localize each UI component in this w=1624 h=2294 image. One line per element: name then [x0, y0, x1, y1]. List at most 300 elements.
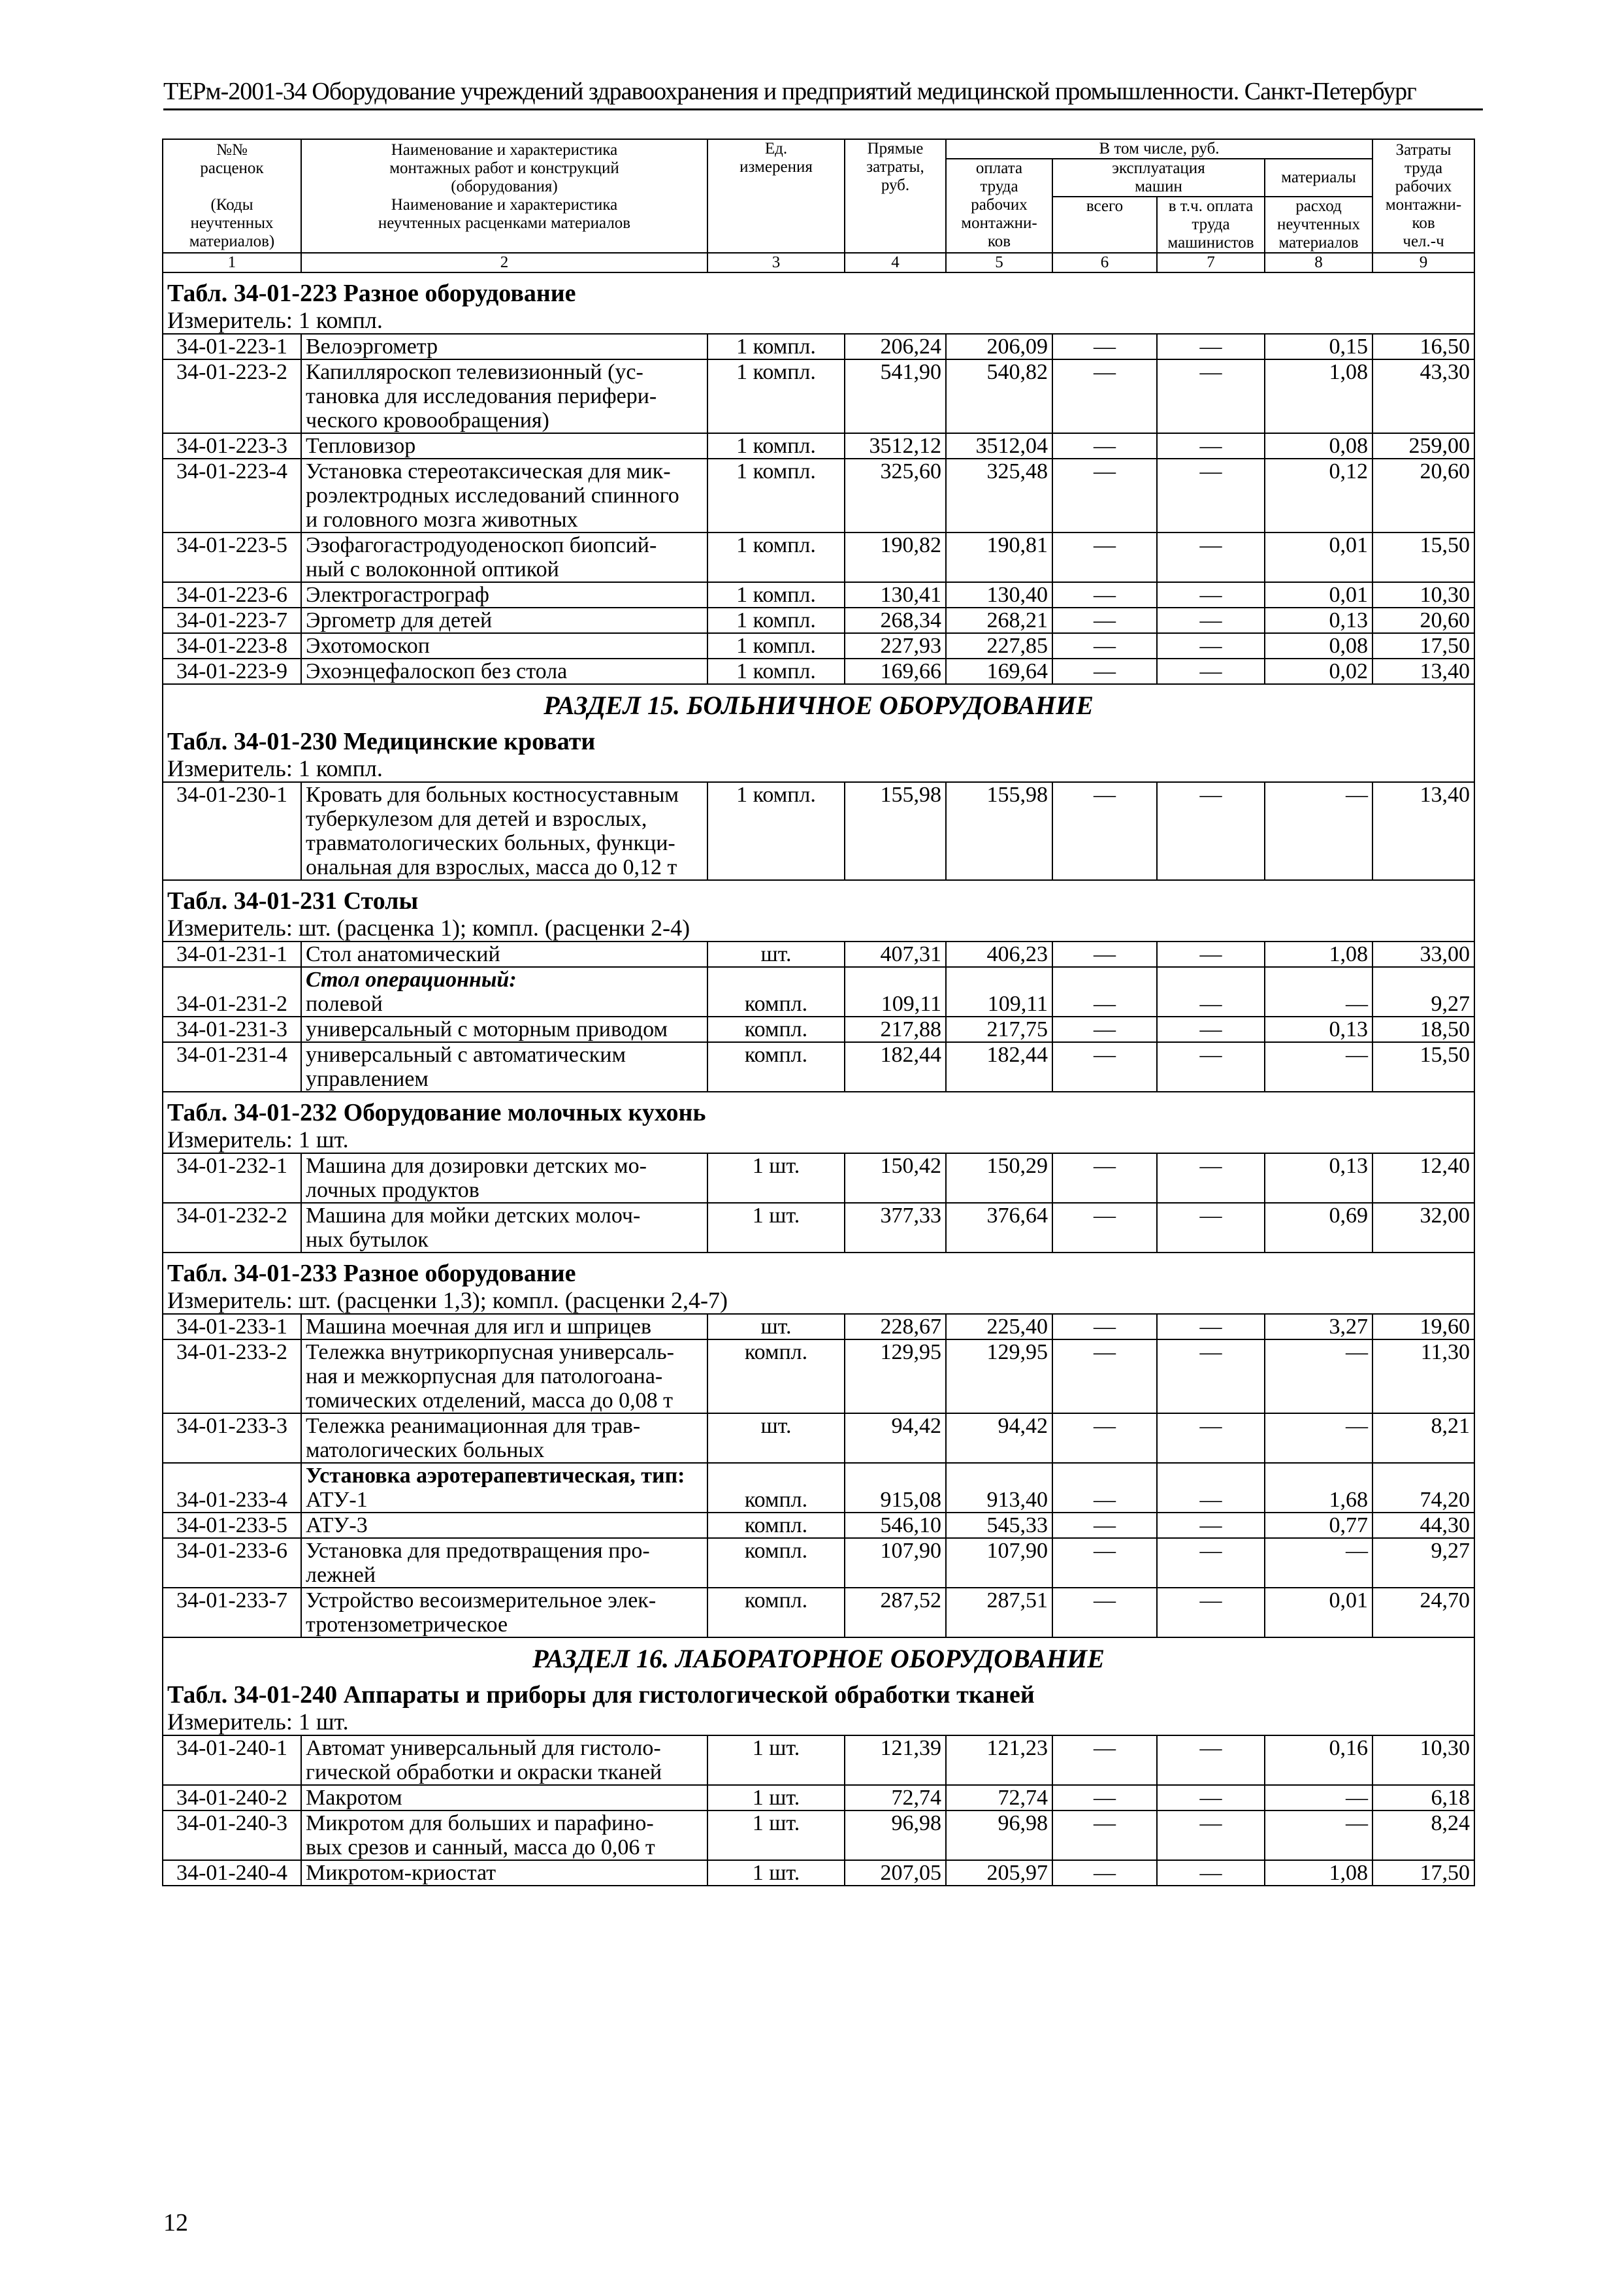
labor-cost: 182,44 [946, 1042, 1052, 1092]
work-name-line: и головного мозга животных [306, 508, 578, 532]
header-materials: материалы [1265, 159, 1372, 197]
work-name-line: Установка стереотаксическая для мик- [306, 459, 671, 483]
work-name-line: Эхоэнцефалоскоп без стола [306, 659, 568, 683]
rate-code [163, 633, 301, 659]
rate-code [163, 533, 301, 582]
machine-cost-total: — [1052, 1463, 1157, 1513]
rate-code-text: 34-01-233-4 [176, 1488, 287, 1512]
table-row [163, 608, 1474, 633]
table-row [163, 359, 1474, 433]
materials-cost: — [1265, 1413, 1372, 1463]
unit-of-measure: шт. [707, 1413, 845, 1463]
rate-code [163, 1153, 301, 1203]
machine-operator-cost: — [1157, 1017, 1265, 1042]
unit-of-measure: 1 компл. [707, 582, 845, 608]
machine-operator-cost: — [1157, 533, 1265, 582]
direct-cost: 109,11 [845, 967, 946, 1017]
work-name [301, 1153, 707, 1203]
machine-cost-total: — [1052, 1513, 1157, 1538]
machine-operator-cost: — [1157, 1314, 1265, 1339]
work-name [301, 1017, 707, 1042]
rate-code-text: 34-01-223-3 [176, 434, 287, 458]
machine-cost-total: — [1052, 659, 1157, 684]
rate-code-text: 34-01-233-3 [176, 1414, 287, 1438]
work-name-line: Тележка внутрикорпусная универсаль- [306, 1340, 674, 1364]
unit-of-measure: компл. [707, 1463, 845, 1513]
direct-cost: 268,34 [845, 608, 946, 633]
machine-operator-cost: — [1157, 1042, 1265, 1092]
table-row [163, 942, 1474, 967]
table-223 [163, 272, 1474, 684]
labor-hours: 44,30 [1372, 1513, 1474, 1538]
materials-cost: 0,01 [1265, 582, 1372, 608]
work-name-line: Микротом-криостат [306, 1861, 496, 1885]
rate-code [163, 1339, 301, 1413]
table-row [163, 582, 1474, 608]
unit-of-measure: компл. [707, 1513, 845, 1538]
labor-cost: 913,40 [946, 1463, 1052, 1513]
rate-code-text: 34-01-233-1 [176, 1315, 287, 1339]
materials-cost: 0,13 [1265, 608, 1372, 633]
work-name [301, 782, 707, 880]
rate-code [163, 1811, 301, 1860]
unit-of-measure: 1 компл. [707, 359, 845, 433]
rate-code-text: 34-01-223-9 [176, 659, 287, 683]
direct-cost: 190,82 [845, 533, 946, 582]
machine-cost-total: — [1052, 608, 1157, 633]
machine-operator-cost: — [1157, 334, 1265, 359]
labor-hours: 74,20 [1372, 1463, 1474, 1513]
header-col-unit: Ед. измерения [707, 139, 845, 253]
materials-cost: 0,12 [1265, 459, 1372, 533]
table-row [163, 1785, 1474, 1811]
labor-cost: 325,48 [946, 459, 1052, 533]
rate-code [163, 1017, 301, 1042]
direct-cost: 169,66 [845, 659, 946, 684]
labor-hours: 10,30 [1372, 1735, 1474, 1785]
unit-of-measure: 1 шт. [707, 1811, 845, 1860]
work-name-line: Машина для мойки детских молоч- [306, 1204, 641, 1228]
unit-of-measure: 1 компл. [707, 334, 845, 359]
labor-hours: 259,00 [1372, 433, 1474, 459]
table-row [163, 1339, 1474, 1413]
labor-cost: 150,29 [946, 1153, 1052, 1203]
table-title: Табл. 34-01-230 Медицинские кровати [163, 721, 1474, 755]
rate-code-text: 34-01-233-5 [176, 1513, 287, 1537]
machine-cost-total: — [1052, 1785, 1157, 1811]
rate-code [163, 1413, 301, 1463]
table-unit: Измеритель: 1 компл. [163, 307, 1474, 334]
header-col-code: №№ расценок (Коды неучтенных материалов) [163, 139, 301, 253]
direct-cost: 287,52 [845, 1588, 946, 1637]
work-name-line: Капилляроскоп телевизионный (ус- [306, 360, 643, 384]
work-name-line: универсальный с автоматическим [306, 1043, 626, 1067]
table-title: Табл. 34-01-231 Столы [163, 880, 1474, 915]
materials-cost: — [1265, 782, 1372, 880]
labor-hours: 17,50 [1372, 1860, 1474, 1886]
work-name-line: Машина для дозировки детских мо- [306, 1154, 647, 1178]
machine-operator-cost: — [1157, 1588, 1265, 1637]
machine-cost-total: — [1052, 1042, 1157, 1092]
table-row [163, 1203, 1474, 1253]
table-row [163, 1538, 1474, 1588]
direct-cost: 182,44 [845, 1042, 946, 1092]
unit-of-measure: компл. [707, 1588, 845, 1637]
unit-of-measure: 1 компл. [707, 533, 845, 582]
work-name [301, 1513, 707, 1538]
labor-hours: 20,60 [1372, 459, 1474, 533]
materials-cost: 0,01 [1265, 1588, 1372, 1637]
rate-code-text: 34-01-231-3 [176, 1017, 287, 1041]
rate-code-text: 34-01-240-1 [176, 1736, 287, 1760]
machine-cost-total: — [1052, 1811, 1157, 1860]
rate-code-text: 34-01-231-2 [176, 992, 287, 1016]
labor-hours: 43,30 [1372, 359, 1474, 433]
table-unit: Измеритель: шт. (расценка 1); компл. (расценки 2-4) [163, 915, 1474, 942]
work-name-line: томических отделений, масса до 0,08 т [306, 1388, 674, 1413]
work-name [301, 359, 707, 433]
work-name-line: Микротом для больших и парафино- [306, 1811, 654, 1835]
rate-code-text: 34-01-223-5 [176, 533, 287, 557]
work-name-line: Машина моечная для игл и шприцев [306, 1315, 652, 1339]
unit-of-measure: 1 шт. [707, 1735, 845, 1785]
work-name-line: универсальный с моторным приводом [306, 1017, 668, 1041]
labor-cost: 205,97 [946, 1860, 1052, 1886]
unit-of-measure: шт. [707, 1314, 845, 1339]
table-unit: Измеритель: 1 шт. [163, 1709, 1474, 1735]
table-row [163, 1413, 1474, 1463]
rate-code-text: 34-01-223-7 [176, 608, 287, 632]
unit-of-measure: 1 шт. [707, 1203, 845, 1253]
header-col-direct: Прямые затраты, руб. [845, 139, 946, 253]
materials-cost: — [1265, 1785, 1372, 1811]
work-name [301, 533, 707, 582]
materials-cost: 0,08 [1265, 633, 1372, 659]
materials-cost: 0,08 [1265, 433, 1372, 459]
labor-cost: 129,95 [946, 1339, 1052, 1413]
machine-operator-cost: — [1157, 359, 1265, 433]
labor-hours: 12,40 [1372, 1153, 1474, 1203]
work-name-line: полевой [306, 992, 383, 1016]
materials-cost: 0,13 [1265, 1017, 1372, 1042]
machine-cost-total: — [1052, 1413, 1157, 1463]
materials-cost: 0,01 [1265, 533, 1372, 582]
table-row [163, 459, 1474, 533]
materials-cost: 1,08 [1265, 942, 1372, 967]
header-col-materials: расход неучтенных материалов [1265, 197, 1372, 253]
rate-code [163, 1203, 301, 1253]
rate-code-text: 34-01-233-6 [176, 1539, 287, 1563]
work-name-line: ная и межкорпусная для патологоана- [306, 1364, 663, 1388]
machine-cost-total: — [1052, 967, 1157, 1017]
header-including: В том числе, руб. [946, 139, 1372, 159]
rate-code [163, 967, 301, 1017]
table-row [163, 334, 1474, 359]
materials-cost: 0,02 [1265, 659, 1372, 684]
labor-cost: 169,64 [946, 659, 1052, 684]
labor-hours: 13,40 [1372, 659, 1474, 684]
rate-code [163, 1538, 301, 1588]
labor-hours: 10,30 [1372, 582, 1474, 608]
machine-operator-cost: — [1157, 1538, 1265, 1588]
work-name-line: лежней [306, 1563, 376, 1587]
materials-cost: 3,27 [1265, 1314, 1372, 1339]
work-name-line: тротензометрическое [306, 1613, 508, 1637]
labor-hours: 15,50 [1372, 533, 1474, 582]
work-name-line: Тепловизор [306, 434, 416, 458]
direct-cost: 377,33 [845, 1203, 946, 1253]
work-name-line: гической обработки и окраски тканей [306, 1760, 662, 1784]
table-header [163, 139, 1474, 272]
labor-hours: 9,27 [1372, 967, 1474, 1017]
work-name [301, 1413, 707, 1463]
table-row [163, 1463, 1474, 1513]
table-231 [163, 880, 1474, 1092]
labor-hours: 11,30 [1372, 1339, 1474, 1413]
section-15 [163, 684, 1474, 880]
table-unit: Измеритель: шт. (расценки 1,3); компл. (расценки 2,4-7) [163, 1287, 1474, 1314]
direct-cost: 129,95 [845, 1339, 946, 1413]
page-number: 12 [163, 2209, 188, 2237]
direct-cost: 94,42 [845, 1413, 946, 1463]
table-row [163, 633, 1474, 659]
machine-cost-total: — [1052, 782, 1157, 880]
work-name [301, 1588, 707, 1637]
work-name [301, 1735, 707, 1785]
table-title: Табл. 34-01-240 Аппараты и приборы для гистологической обработки тканей [163, 1675, 1474, 1709]
work-name [301, 459, 707, 533]
labor-cost: 96,98 [946, 1811, 1052, 1860]
machine-operator-cost: — [1157, 1463, 1265, 1513]
rate-code-text: 34-01-232-1 [176, 1154, 287, 1178]
materials-cost: — [1265, 967, 1372, 1017]
rate-code [163, 1785, 301, 1811]
machine-cost-total: — [1052, 1735, 1157, 1785]
header-col-mach-labor: в т.ч. оплата труда машинистов [1157, 197, 1265, 253]
labor-hours: 17,50 [1372, 633, 1474, 659]
unit-of-measure: шт. [707, 942, 845, 967]
machine-operator-cost: — [1157, 1203, 1265, 1253]
direct-cost: 207,05 [845, 1860, 946, 1886]
machine-cost-total: — [1052, 1860, 1157, 1886]
work-name-line: АТУ-1 [306, 1488, 368, 1512]
work-name-line: ческого кровообращения) [306, 408, 549, 433]
machine-operator-cost: — [1157, 782, 1265, 880]
work-name [301, 659, 707, 684]
table-row [163, 1588, 1474, 1637]
table-row [163, 1314, 1474, 1339]
labor-hours: 19,60 [1372, 1314, 1474, 1339]
work-name [301, 608, 707, 633]
machine-cost-total: — [1052, 1339, 1157, 1413]
work-name-line: ных бутылок [306, 1228, 429, 1252]
labor-hours: 8,21 [1372, 1413, 1474, 1463]
section-title: РАЗДЕЛ 15. БОЛЬНИЧНОЕ ОБОРУДОВАНИЕ [163, 684, 1474, 721]
labor-cost: 130,40 [946, 582, 1052, 608]
work-name [301, 1785, 707, 1811]
work-name-line: АТУ-3 [306, 1513, 368, 1537]
rate-code-text: 34-01-231-1 [176, 942, 287, 966]
rate-code-text: 34-01-233-7 [176, 1588, 287, 1613]
section-16 [163, 1637, 1474, 1886]
unit-of-measure: компл. [707, 1042, 845, 1092]
unit-of-measure: 1 компл. [707, 782, 845, 880]
labor-cost: 107,90 [946, 1538, 1052, 1588]
direct-cost: 407,31 [845, 942, 946, 967]
rate-code [163, 582, 301, 608]
machine-cost-total: — [1052, 1314, 1157, 1339]
work-name-line: туберкулезом для детей и взрослых, [306, 807, 647, 831]
direct-cost: 107,90 [845, 1538, 946, 1588]
materials-cost: 0,69 [1265, 1203, 1372, 1253]
table-title: Табл. 34-01-223 Разное оборудование [163, 272, 1474, 307]
machine-cost-total: — [1052, 582, 1157, 608]
unit-of-measure: 1 компл. [707, 633, 845, 659]
rate-code-text: 34-01-223-4 [176, 459, 287, 483]
table-row [163, 533, 1474, 582]
rate-code-text: 34-01-223-6 [176, 583, 287, 607]
work-name-line: Эзофагогастродуоденоскоп биопсий- [306, 533, 657, 557]
work-name-line: Тележка реанимационная для трав- [306, 1414, 641, 1438]
materials-cost: 0,15 [1265, 334, 1372, 359]
labor-cost: 227,85 [946, 633, 1052, 659]
machine-cost-total: — [1052, 1538, 1157, 1588]
rate-code-text: 34-01-223-2 [176, 360, 287, 384]
header-col-labor: оплата труда рабочих монтажни- ков [946, 159, 1052, 253]
header-col-name: Наименование и характеристика монтажных работ и конструкций (оборудования) Наименование и характеристика неучтенных расценками материалов [301, 139, 707, 253]
machine-operator-cost: — [1157, 582, 1265, 608]
table-title: Табл. 34-01-233 Разное оборудование [163, 1253, 1474, 1287]
work-name-line: Установка для предотвращения про- [306, 1539, 650, 1563]
direct-cost: 96,98 [845, 1811, 946, 1860]
labor-cost: 376,64 [946, 1203, 1052, 1253]
work-name-line: управлением [306, 1067, 429, 1091]
table-row [163, 1153, 1474, 1203]
rate-code-text: 34-01-223-1 [176, 335, 287, 359]
machine-cost-total: — [1052, 433, 1157, 459]
machine-cost-total: — [1052, 459, 1157, 533]
rate-code [163, 1463, 301, 1513]
work-name-line: Макротом [306, 1786, 402, 1810]
page-header: ТЕРм-2001-34 Оборудование учреждений здравоохранения и предприятий медицинской промышленности. Санкт-Петербург [163, 77, 1483, 110]
rate-code [163, 433, 301, 459]
unit-of-measure: компл. [707, 1339, 845, 1413]
direct-cost: 72,74 [845, 1785, 946, 1811]
rate-code [163, 1314, 301, 1339]
work-name-line: Велоэргометр [306, 335, 438, 359]
labor-cost: 94,42 [946, 1413, 1052, 1463]
rate-code [163, 782, 301, 880]
rate-code [163, 1513, 301, 1538]
column-numbers: 1 2 3 4 5 6 7 8 9 [163, 253, 1474, 272]
work-name-line: тановка для исследования перифери- [306, 384, 657, 408]
labor-cost: 206,09 [946, 334, 1052, 359]
table-unit: Измеритель: 1 компл. [163, 755, 1474, 782]
labor-cost: 406,23 [946, 942, 1052, 967]
machine-cost-total: — [1052, 334, 1157, 359]
table-row [163, 967, 1474, 1017]
labor-hours: 33,00 [1372, 942, 1474, 967]
header-machines: эксплуатация машин [1052, 159, 1265, 197]
work-name [301, 633, 707, 659]
machine-operator-cost: — [1157, 1860, 1265, 1886]
materials-cost: 0,16 [1265, 1735, 1372, 1785]
machine-operator-cost: — [1157, 659, 1265, 684]
work-name-line: Кровать для больных костносуставным [306, 783, 679, 807]
labor-cost: 540,82 [946, 359, 1052, 433]
labor-cost: 155,98 [946, 782, 1052, 880]
direct-cost: 3512,12 [845, 433, 946, 459]
table-row [163, 659, 1474, 684]
rate-code-text: 34-01-230-1 [176, 783, 287, 807]
table-row [163, 1042, 1474, 1092]
unit-of-measure: 1 компл. [707, 608, 845, 633]
machine-operator-cost: — [1157, 1785, 1265, 1811]
machine-operator-cost: — [1157, 608, 1265, 633]
direct-cost: 325,60 [845, 459, 946, 533]
rate-code [163, 334, 301, 359]
rate-code [163, 1735, 301, 1785]
direct-cost: 150,42 [845, 1153, 946, 1203]
work-name-line: лочных продуктов [306, 1178, 479, 1202]
direct-cost: 121,39 [845, 1735, 946, 1785]
work-name [301, 582, 707, 608]
labor-cost: 287,51 [946, 1588, 1052, 1637]
rate-code [163, 942, 301, 967]
work-name-line: Электрогастрограф [306, 583, 489, 607]
direct-cost: 206,24 [845, 334, 946, 359]
labor-cost: 545,33 [946, 1513, 1052, 1538]
group-heading: Установка аэротерапевтическая, тип: [306, 1464, 685, 1488]
machine-cost-total: — [1052, 1588, 1157, 1637]
work-name-line: ный с волоконной оптикой [306, 557, 559, 582]
materials-cost: 0,77 [1265, 1513, 1372, 1538]
machine-operator-cost: — [1157, 1513, 1265, 1538]
unit-of-measure: 1 компл. [707, 659, 845, 684]
labor-cost: 3512,04 [946, 433, 1052, 459]
header-col-mach-total: всего [1052, 197, 1157, 253]
rate-code-text: 34-01-240-4 [176, 1861, 287, 1885]
unit-of-measure: компл. [707, 967, 845, 1017]
labor-hours: 16,50 [1372, 334, 1474, 359]
direct-cost: 541,90 [845, 359, 946, 433]
rates-table [162, 139, 1475, 1886]
table-unit: Измеритель: 1 шт. [163, 1126, 1474, 1153]
rate-code-text: 34-01-232-2 [176, 1204, 287, 1228]
unit-of-measure: 1 компл. [707, 459, 845, 533]
work-name-line: Эргометр для детей [306, 608, 493, 632]
machine-operator-cost: — [1157, 633, 1265, 659]
labor-cost: 72,74 [946, 1785, 1052, 1811]
table-row [163, 1735, 1474, 1785]
table-row [163, 433, 1474, 459]
labor-cost: 217,75 [946, 1017, 1052, 1042]
machine-operator-cost: — [1157, 942, 1265, 967]
machine-cost-total: — [1052, 533, 1157, 582]
work-name [301, 1339, 707, 1413]
unit-of-measure: 1 компл. [707, 433, 845, 459]
rate-code [163, 459, 301, 533]
machine-operator-cost: — [1157, 433, 1265, 459]
work-name-line: ональная для взрослых, масса до 0,12 т [306, 855, 677, 879]
labor-hours: 24,70 [1372, 1588, 1474, 1637]
work-name [301, 942, 707, 967]
table-row [163, 1513, 1474, 1538]
labor-hours: 20,60 [1372, 608, 1474, 633]
labor-hours: 18,50 [1372, 1017, 1474, 1042]
direct-cost: 546,10 [845, 1513, 946, 1538]
rate-code [163, 1860, 301, 1886]
